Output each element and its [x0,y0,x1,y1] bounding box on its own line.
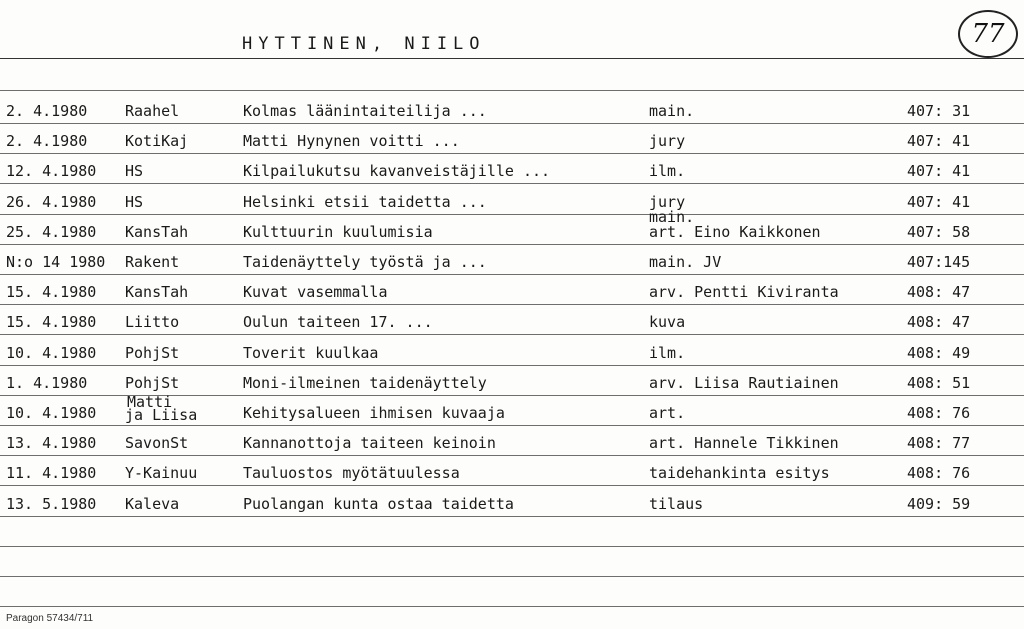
entry-date: N:o 14 1980 [6,253,106,271]
entry-type: taidehankinta esitys [649,464,830,483]
ruled-line [0,606,1024,607]
entry-reference: 407: 31 [907,102,971,120]
list-item [0,392,1024,422]
header-rule [0,58,1024,59]
entry-date: 13. 5.1980 [6,494,97,513]
entry-source: Raahel [125,102,180,120]
list-item [0,332,1024,362]
entry-title: Tauluostos myötätuulessa [243,464,460,483]
list-item [0,241,1024,271]
entry-reference: 408: 51 [907,373,971,392]
card-number-stamp: 77 [958,10,1018,58]
list-item [0,207,1024,241]
entry-type: main. JV [649,253,722,271]
entry-reference: 408: 76 [907,404,971,422]
entry-title: Kilpailukutsu kavanveistäjille ... [243,162,551,181]
entry-date: 15. 4.1980 [6,313,97,332]
entry-title: Kuvat vasemmalla [243,283,388,302]
entry-date: 11. 4.1980 [6,464,97,483]
entry-reference: 408: 47 [907,283,971,302]
list-item [0,422,1024,452]
list-item [0,483,1024,513]
entry-reference: 408: 76 [907,464,971,483]
entry-type: tilaus [649,494,704,513]
entry-type: main. [649,102,695,120]
list-item [0,362,1024,392]
entry-source: PohjSt [125,373,180,392]
entry-source: Rakent [125,253,180,271]
ruled-line [0,546,1024,547]
entry-title: Kolmas läänintaiteilija ... [243,102,487,120]
list-item [0,452,1024,482]
ruled-line [0,576,1024,577]
card-title: HYTTINEN, NIILO [242,34,486,54]
entry-date: 13. 4.1980 [6,434,97,453]
entry-title: Taidenäyttely työstä ja ... [243,253,487,271]
entry-source: KotiKaj [125,132,189,151]
entry-type: art. Hannele Tikkinen [649,434,839,453]
entry-source: PohjSt [125,343,180,362]
entry-source: KansTah [125,283,189,302]
entry-reference: 407: 41 [907,192,971,211]
entry-title: Moni-ilmeinen taidenäyttely [243,373,487,392]
entry-type-overlay: main. [649,207,695,226]
entry-reference: 408: 49 [907,343,971,362]
entry-title: Puolangan kunta ostaa taidetta [243,494,514,513]
entry-reference: 407:145 [907,253,971,271]
entry-date: 25. 4.1980 [6,222,97,241]
entry-title: Toverit kuulkaa [243,343,379,362]
entry-title: Kulttuurin kuulumisia [243,222,433,241]
entry-type: ilm. [649,343,686,362]
list-item [0,181,1024,211]
entry-reference: 407: 58 [907,222,971,241]
entry-source: Kaleva [125,494,180,513]
entry-type: jury [649,132,686,151]
entry-source: KansTah [125,222,189,241]
entry-reference: 407: 41 [907,162,971,181]
entry-reference: 408: 47 [907,313,971,332]
entry-reference: 409: 59 [907,494,971,513]
list-item [0,301,1024,331]
ruled-line [0,516,1024,517]
list-item [0,90,1024,120]
entry-title: Matti Hynynen voitti ... [243,132,460,151]
entry-type: arv. Pentti Kiviranta [649,283,839,302]
entry-date: 10. 4.1980 [6,343,97,362]
printer-imprint: Paragon 57434/711 [6,613,94,624]
entry-type: arv. Liisa Rautiainen [649,373,839,392]
entry-reference: 408: 77 [907,434,971,453]
entry-title: Oulun taiteen 17. ... [243,313,433,332]
entry-title: Helsinki etsii taidetta ... [243,192,487,211]
entry-source: Liitto [125,313,180,332]
entry-date: 15. 4.1980 [6,283,97,302]
entry-title: Kehitysalueen ihmisen kuvaaja [243,404,505,422]
entry-type: kuva [649,313,686,332]
entry-type: ilm. [649,162,686,181]
entry-type: art. [649,404,686,422]
entry-type: art. Eino Kaikkonen [649,222,821,241]
list-item [0,271,1024,301]
entry-source: ja Liisa [125,406,198,424]
entry-date: 12. 4.1980 [6,162,97,181]
entry-type: jury [649,192,686,211]
entry-source: HS [125,162,144,181]
entry-date: 1. 4.1980 [6,373,88,392]
entry-date: 2. 4.1980 [6,132,88,151]
entry-date: 2. 4.1980 [6,102,88,120]
entry-source: Y-Kainuu [125,464,198,483]
entry-date: 10. 4.1980 [6,404,97,422]
list-item [0,150,1024,180]
entry-title: Kannanottoja taiteen keinoin [243,434,496,453]
entry-source: HS [125,192,144,211]
entry-source: SavonSt [125,434,189,453]
entry-source-overlay: Matti [127,393,173,411]
entry-reference: 407: 41 [907,132,971,151]
entry-date: 26. 4.1980 [6,192,97,211]
list-item [0,120,1024,150]
